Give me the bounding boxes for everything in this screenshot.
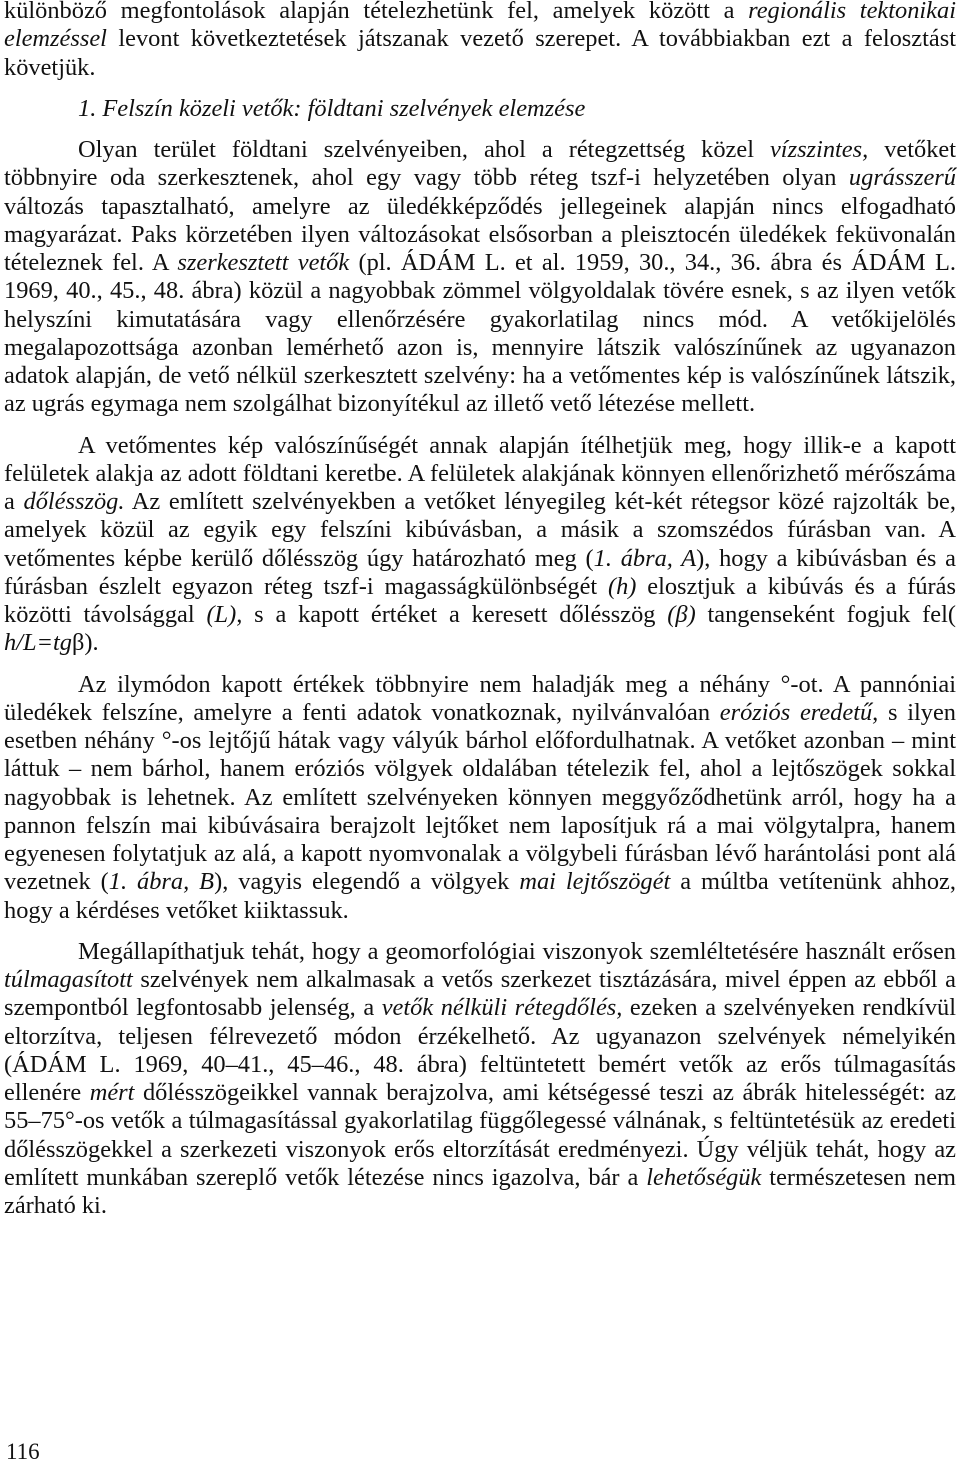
- italic-text: mért: [89, 1079, 135, 1106]
- page-number: 116: [6, 1439, 40, 1464]
- body-text: [4, 0, 956, 1220]
- italic-text: 1. Felszín közeli vetők: földtani szelvények elemzése: [78, 94, 586, 122]
- text-run: természetesen nem zárható ki.: [4, 1163, 956, 1219]
- italic-text: 1. ábra, B: [108, 868, 215, 896]
- text-run: szelvények nem alkalmasak a vetős szerkezet tisztázására, mivel éppen az ebből a szempontból legfontosabb jelenség, a: [4, 966, 956, 1022]
- italic-text: túlmagasított: [4, 966, 133, 993]
- text-run: ), hogy a kibúvásban és a fúrásban észlelt egyazon réteg tszf-i magasságkülönbségét: [4, 544, 956, 600]
- paragraph: [4, 671, 956, 925]
- paragraph: [4, 938, 956, 1221]
- text-run: Az ilymódon kapott értékek többnyire nem haladják meg a néhány °-ot. A pannóniai üledékek felszíne, amelyre a fenti adatok vonatkoznak, nyilvánvalóan: [4, 670, 956, 726]
- text-run: A vetőmentes kép valószínűségét annak alapján ítélhetjük meg, hogy illik-e a kapott felületek alakja az adott földtani keretbe. A felületek alakjának könnyen ellenőrizhető mérőszáma a: [4, 431, 956, 515]
- paragraph: [4, 432, 956, 658]
- italic-text: 1. ábra, A: [593, 544, 697, 572]
- paragraph: [4, 136, 956, 419]
- text-run: dőlésszögeikkel vannak berajzolva, ami kétségessé teszi az ábrák hitelességét: az 55–75°-os vetők a túlmagasítással gyakorlatilag függőlegessé válnának, s feltüntetésük az eredeti dőlésszögekkel a szerkezeti viszonyok erős eltorzítását eredményezi. Úgy véljük tehát, hogy az említett munkában szereplő vetők létezése nincs igazolva, bár a: [4, 1079, 956, 1191]
- italic-text: regionális tektonikai elemzéssel: [4, 0, 956, 53]
- text-run: ezeken a szelvényeken rendkívül eltorzítva, teljesen félrevezető módon érzékelhető. Az ugyanazon szelvények némelyikén (ÁDÁM L. 1969, 40–41., 45–46., 48. ábra) feltüntetett bemért vetők az erős túlmagasítás ellenére: [4, 994, 956, 1106]
- text-run: ), vagyis elegendő a völgyek: [214, 868, 520, 896]
- italic-text: vetők nélküli rétegdőlés,: [381, 994, 623, 1022]
- italic-text: ugrásszerű: [848, 164, 956, 192]
- text-run: a múltba vetítenünk ahhoz, hogy a kérdéses vetőket kiiktassuk.: [4, 868, 956, 924]
- italic-text: mai lejtőszögét: [519, 868, 671, 896]
- text-run: s a kapott értéket a keresett dőlésszög: [242, 601, 668, 628]
- italic-text: (L),: [206, 601, 243, 628]
- text-run: (pl. ÁDÁM L. et al. 1959, 30., 34., 36. ábra és ÁDÁM L. 1969, 40., 45., 48. ábra) közül a nagyobbak zömmel völgyoldalak tövére esnek, s az ilyen vetők helyszíni kimutatására vagy ellenőrzésére gyakorlatilag nincs mód. A vetőkijelölés megalapozottsága azonban lemérhető azon is, mennyire látszik valószínűnek az ugyanazon adatok alapján, de vető nélkül szerkesztett szelvény: ha a vetőmentes kép is valószínűnek látszik, az ugrás egymaga nem szolgálhat bizonyítékul az illető vető létezése mellett.: [4, 249, 956, 418]
- italic-text: lehetőségük: [646, 1163, 762, 1191]
- text-run: β).: [71, 629, 99, 657]
- paragraph-continuation: [4, 0, 956, 82]
- text-run: vetőket többnyire oda szerkesztenek, ahol egy vagy több réteg tszf-i helyzetében olyan: [4, 136, 956, 192]
- section-heading: [4, 95, 956, 123]
- text-run: különböző megfontolások alapján tételezhetünk fel, amelyek között a: [4, 0, 749, 24]
- italic-text: vízszintes,: [769, 136, 869, 163]
- text-run: Az említett szelvényekben a vetőket lényegileg két-két rétegsor közé rajzolták be, amelyek közül az egyik egy felszíni kibúvásban, a másik a szomszédos fúrásban van. A vetőmentes képbe kerülő dőlésszög úgy határozható meg (: [4, 488, 956, 572]
- text-run: levont következtetések játszanak vezető szerepet. A továbbiakban ezt a felosztást követjük.: [4, 25, 956, 81]
- italic-text: (β): [667, 601, 696, 628]
- italic-text: dőlésszög.: [23, 488, 125, 515]
- text-run: Megállapíthatjuk tehát, hogy a geomorfológiai viszonyok szemléltetésére használt erősen: [78, 937, 956, 965]
- text-run: Olyan terület földtani szelvényeiben, ahol a rétegzettség közel: [78, 136, 770, 163]
- italic-text: eróziós eredetű,: [719, 698, 879, 726]
- text-run: tangenseként fogjuk fel(: [695, 601, 956, 628]
- italic-text: h/L=tg: [4, 629, 72, 657]
- text-run: változás tapasztalható, amelyre az üledékképződés jellegeinek alapján nincs elfogadható magyarázat. Paks körzetében ilyen változásokat elsősorban a pleisztocén üledékek feküvonalán tételeznek fel. A: [4, 192, 956, 276]
- italic-text: szerkesztett vetők: [177, 249, 350, 276]
- italic-text: (h): [607, 572, 637, 600]
- text-run: s ilyen esetben néhány °-os lejtőjű hátak vagy vályúk bárhol előfordulhatnak. A vetőket azonban – mint láttuk – nem bárhol, hanem eróziós völgyek oldalában tételezik fel, ahol a lejtőszögek sokkal nagyobbak is lehetnek. Az említett szelvényeken könnyen meggyőződhetünk arról, hogy ha a pannon felszín mai kibúvásaira berajzolt lejtőket nem laposítjuk rá a mai völgytalpra, hanem egyenesen folytatjuk az alá, a kapott nyomvonalak a völgybeli fúrásban lévő harántolási pont alá vezetnek (: [4, 698, 956, 896]
- text-run: elosztjuk a kibúvás és a fúrás közötti távolsággal: [4, 572, 956, 628]
